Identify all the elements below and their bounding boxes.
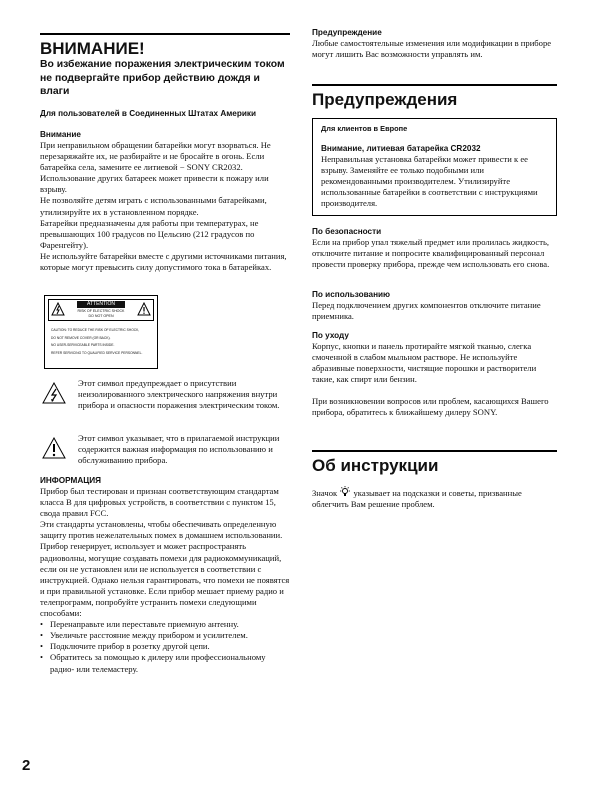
- lightbulb-hint-icon: [339, 486, 351, 497]
- page-number: 2: [22, 757, 31, 774]
- interference-list: [40, 619, 290, 674]
- exclamation-symbol-row: [40, 433, 290, 477]
- usage-text: Перед подключением других компонентов отключите питание приемника.: [312, 300, 541, 322]
- warning-subtitle: Во избежание поражения электрическим током не подвергайте прибор действию дождя и влаги: [40, 59, 285, 97]
- battery-heading: Внимание, литиевая батарейка CR2032: [321, 144, 481, 153]
- label-risk-line: RISK OF ELECTRIC SHOCK: [77, 309, 125, 313]
- lightning-triangle-icon: [51, 302, 65, 316]
- safety-heading: По безопасности: [312, 227, 382, 236]
- bolt-symbol-text: Этот символ предупреждает о присутствии неизолированного электрического напряжения внутри прибора и опасности поражения электрическим током.: [78, 378, 280, 411]
- label-small-line: CAUTION: TO REDUCE THE RISK OF ELECTRIC SHOCK,: [51, 328, 140, 332]
- info-heading: ИНФОРМАЦИЯ: [40, 476, 101, 485]
- bolt-symbol-row: [40, 378, 290, 430]
- about-text: [312, 486, 557, 510]
- notice-text: Любые самостоятельные изменения или модификации в приборе могут лишить Вас возможности управлять им.: [312, 38, 552, 60]
- label-risk-line: DO NOT OPEN: [88, 313, 114, 318]
- safety-text: Если на прибор упал тяжелый предмет или пролилась жидкость, отключите питание и попросите квалифицированный персонал провести проверку прибора, прежде чем использовать его снова.: [312, 237, 550, 270]
- attention-label: [44, 295, 158, 369]
- usa-heading: Для пользователей в Соединенных Штатах Америки: [40, 109, 257, 118]
- info-text: [40, 486, 290, 675]
- caution-heading: Внимание: [40, 130, 81, 139]
- list-item: • Перенаправьте или переставьте приемную антенну.: [40, 619, 290, 630]
- about-text-after: указывает на подсказки и советы, призванные облегчить Вам решение проблем.: [312, 488, 522, 510]
- warning-title: ВНИМАНИЕ!: [40, 33, 290, 59]
- questions-text: При возникновении вопросов или проблем, касающихся Вашего прибора, обратитесь к ближайшему дилеру SONY.: [312, 396, 549, 418]
- care-heading: По уходу: [312, 331, 349, 340]
- list-item: • Увеличьте расстояние между прибором и усилителем.: [40, 630, 290, 641]
- europe-heading: Для клиентов в Европе: [321, 124, 408, 133]
- care-text: Корпус, кнопки и панель протирайте мягкой тканью, слегка смоченной в слабом мыльном растворе. Не используйте абразивные поверхности, чистящие порошки и растворители такие, как спирт или бензин.: [312, 341, 537, 385]
- about-text-before: Значок: [312, 488, 338, 498]
- caution-paragraph: Не позволяйте детям играть с использованными батарейками, утилизируйте их в установленном порядке.: [40, 195, 267, 217]
- caution-paragraph: При неправильном обращении батарейки могут взорваться. Не перезаряжайте их, не разбирайте и не бросайте в огонь. Если батарейка села, замените ее литиевой − SONY CR2032. Использование других батареек может привести к пожару или взрыву.: [40, 140, 271, 195]
- caution-paragraph: Батарейки предназначены для работы при температурах, не превышающих 100 градусов по Цельсию (212 градусов по Фаренгейту).: [40, 217, 259, 250]
- notice-heading: Предупреждение: [312, 28, 382, 37]
- battery-text: Неправильная установка батарейки может привести к ее взрыву. Заменяйте ее только подобными или рекомендованными производителем. Утилизируйте использованные батарейки в соответствии с инструкциями производителя.: [321, 154, 538, 209]
- label-small-line: DO NOT REMOVE COVER (OR BACK).: [51, 335, 111, 340]
- lightning-triangle-icon: [42, 382, 66, 404]
- caution-paragraph: Не используйте батарейки вместе с другими источниками питания, которые могут превысить силу допустимого тока в батарейках.: [40, 250, 287, 273]
- label-small-line: NO USER-SERVICEABLE PARTS INSIDE.: [51, 343, 115, 347]
- label-small-line: REFER SERVICING TO QUALIFIED SERVICE PERSONNEL.: [51, 350, 143, 355]
- exclamation-triangle-icon: [42, 437, 66, 459]
- info-paragraph: Прибор был тестирован и признан соответствующим стандартам класса B для цифровых устройств, в соответствии с пунктом 15, свода правил FCC.: [40, 486, 279, 519]
- caution-text: [40, 140, 290, 273]
- exclamation-triangle-icon: [137, 302, 151, 316]
- europe-notice-box: [312, 118, 557, 216]
- list-item: • Подключите прибор в розетку другой цепи.: [40, 641, 290, 652]
- label-header: ATTENTION: [77, 301, 125, 308]
- info-paragraph: Эти стандарты установлены, чтобы обеспечивать определенную защиту против нежелательных помех в домашнем использовании. Прибор генерирует, использует и может распространять радиоволны, могущие создавать помехи для радиокоммуникаций, если он не установлен или не используется в соответствии с инструкцией. Однако нельзя гарантировать, что помехи не появятся и при правильной установке. Если прибор мешает приему радио и телепрограмм, попробуйте устранить помехи следующими способами:: [40, 519, 290, 619]
- precautions-title: Предупреждения: [312, 84, 557, 110]
- exclamation-symbol-text: Этот символ указывает, что в прилагаемой инструкции содержится важная информация по использованию и обслуживанию прибора.: [78, 433, 280, 466]
- about-title: Об инструкции: [312, 450, 557, 476]
- usage-heading: По использованию: [312, 290, 391, 299]
- list-item: • Обратитесь за помощью к дилеру или профессиональному радио- или телемастеру.: [40, 652, 290, 674]
